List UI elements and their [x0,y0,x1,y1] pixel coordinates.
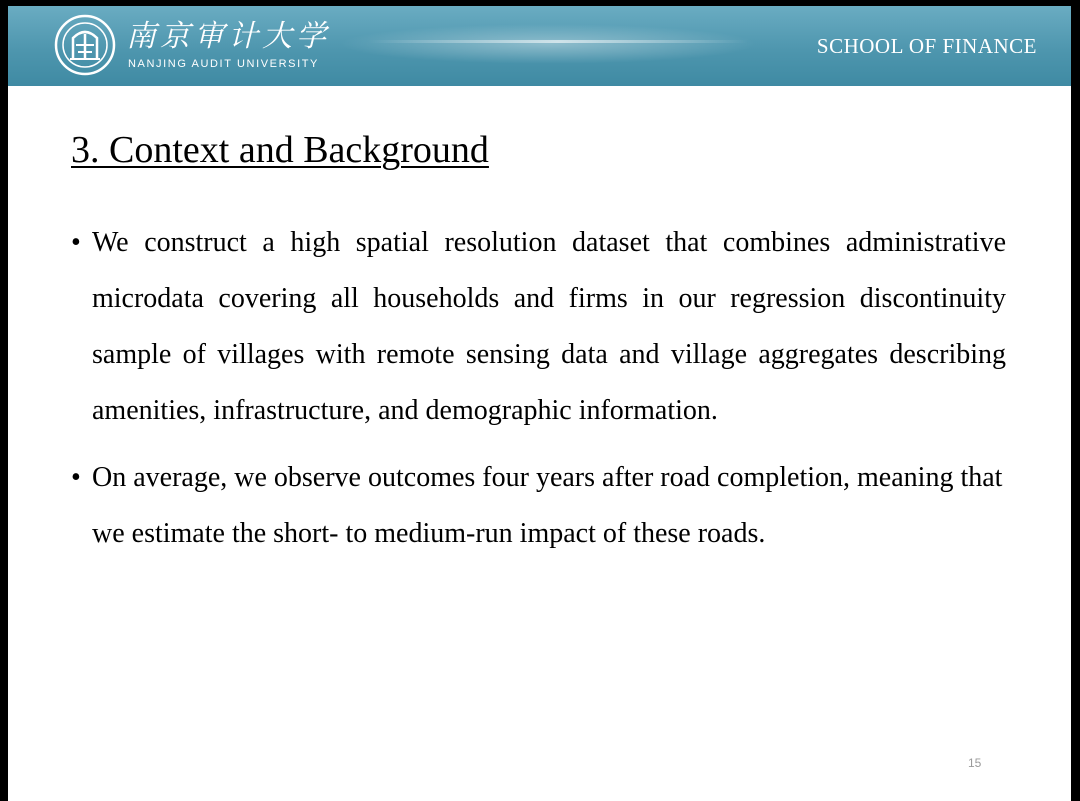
university-seal-icon [54,14,116,76]
bullet-list [71,215,1006,562]
bullet-text: On average, we observe outcomes four years after road completion, meaning that we estimate the short- to medium-run impact of these roads. [92,462,1003,549]
bullet-text: We construct a high spatial resolution dataset that combines administrative microdata covering all households and firms in our regression discontinuity sample of villages with remote sensing data and village aggregates describing amenities, infrastructure, and demographic information. [92,227,1006,426]
page-number: 15 [968,756,982,770]
bullet-marker: • [71,462,81,493]
header-streak-decoration [368,40,748,43]
presentation-slide [8,6,1071,801]
slide-title: 3. Context and Background [71,129,489,171]
school-name: SCHOOL OF FINANCE [816,34,1037,58]
bullet-marker: • [71,227,81,258]
slide-header-banner [8,6,1071,86]
bullet-item [71,215,1006,439]
bullet-item [71,450,1037,562]
university-chinese-name: 南京审计大学 [126,19,330,54]
header-glow-decoration [338,24,758,64]
university-english-name: NANJING AUDIT UNIVERSITY [128,58,319,70]
